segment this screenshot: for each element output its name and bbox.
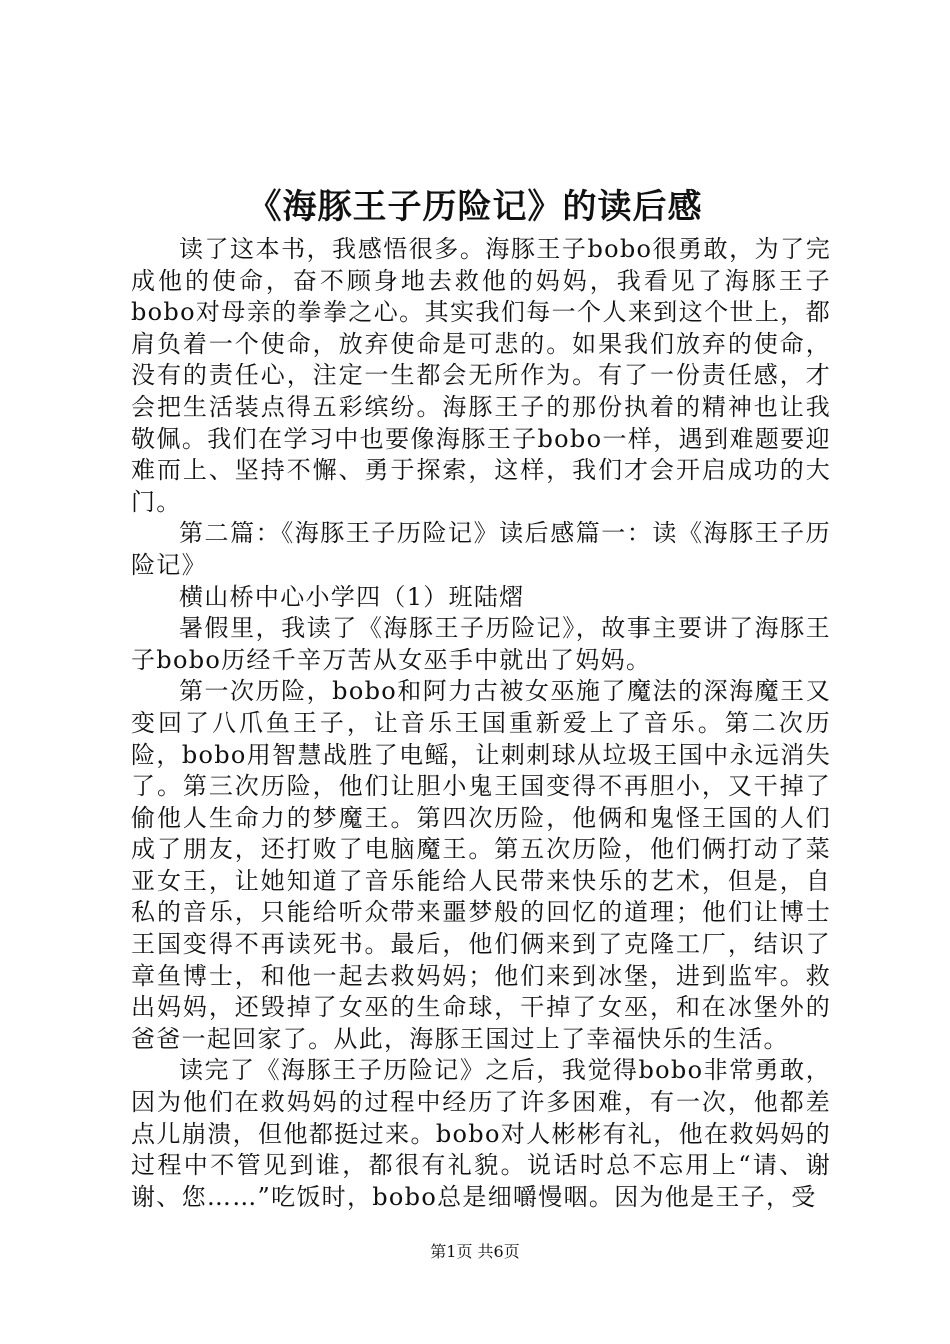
paragraph: 第二篇：《海豚王子历险记》读后感篇一：读《海豚王子历险记》 bbox=[131, 519, 831, 579]
paragraph: 读完了《海豚王子历险记》之后，我觉得bobo非常勇敢，因为他们在救妈妈的过程中经历了许多困难，有一次，他都差点儿崩溃，但他都挺过来。bobo对人彬彬有礼，他在救妈妈的过程中不管见到谁，都很有礼貌。说话时总不忘用上“请、谢谢、您……”吃饭时，bobo总是细嚼慢咽。因为他是王子，受 bbox=[131, 1056, 831, 1211]
paragraph: 第一次历险，bobo和阿力古被女巫施了魔法的深海魔王又变回了八爪鱼王子，让音乐王国重新爱上了音乐。第二次历险，bobo用智慧战胜了电鳐，让刺刺球从垃圾王国中永远消失了。第三次历险，他们让胆小鬼王国变得不再胆小，又干掉了偷他人生命力的梦魔王。第四次历险，他俩和鬼怪王国的人们成了朋友，还打败了电脑魔王。第五次历险，他们俩打动了菜亚女王，让她知道了音乐能给人民带来快乐的艺术，但是，自私的音乐，只能给听众带来噩梦般的回忆的道理；他们让博士王国变得不再读死书。最后，他们俩来到了克隆工厂，结识了章鱼博士，和他一起去救妈妈；他们来到冰堡，进到监牢。救出妈妈，还毁掉了女巫的生命球，干掉了女巫，和在冰堡外的爸爸一起回家了。从此，海豚王国过上了幸福快乐的生活。 bbox=[131, 677, 831, 1053]
paragraph: 读了这本书，我感悟很多。海豚王子bobo很勇敢，为了完成他的使命，奋不顾身地去救他的妈妈，我看见了海豚王子bobo对母亲的拳拳之心。其实我们每一个人来到这个世上，都肩负着一个使命，放弃使命是可悲的。如果我们放弃的使命，没有的责任心，注定一生都会无所作为。有了一份责任感，才会把生活装点得五彩缤纷。海豚王子的那份执着的精神也让我敬佩。我们在学习中也要像海豚王子bobo一样，遇到难题要迎难而上、坚持不懈、勇于探索，这样，我们才会开启成功的大门。 bbox=[131, 235, 831, 516]
page-number-footer: 第1页 共6页 bbox=[430, 1242, 520, 1261]
document-body bbox=[131, 234, 831, 1213]
paragraph: 暑假里，我读了《海豚王子历险记》，故事主要讲了海豚王子bobo历经千辛万苦从女巫手中就出了妈妈。 bbox=[131, 614, 831, 674]
document-title: 《海豚王子历险记》的读后感 bbox=[247, 187, 703, 227]
paragraph: 横山桥中心小学四（1）班陆熠 bbox=[179, 582, 525, 611]
